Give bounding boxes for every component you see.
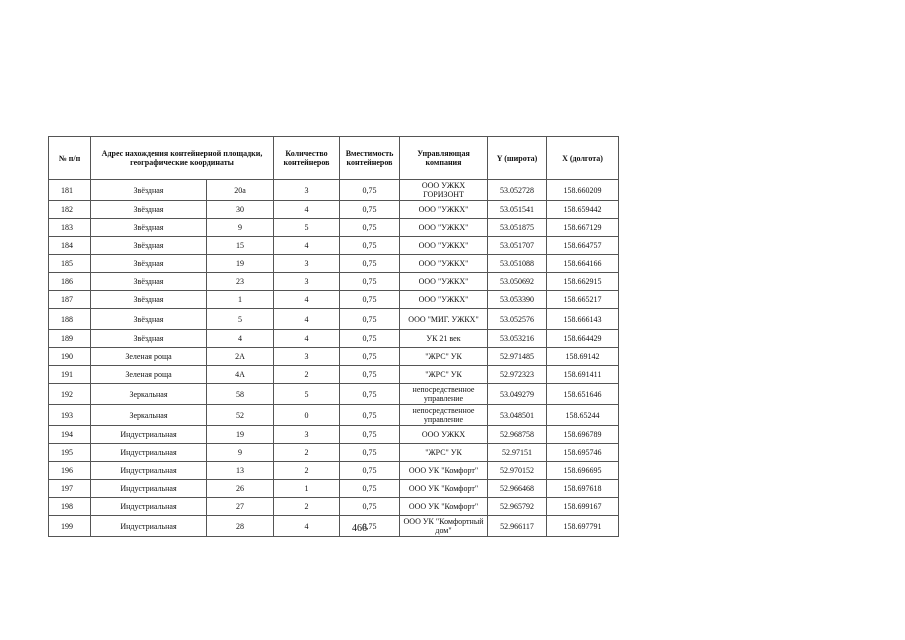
cell-longitude: 158.69142 [547, 348, 619, 366]
cell-street: Звёздная [91, 255, 207, 273]
cell-capacity: 0,75 [340, 348, 400, 366]
cell-count: 3 [274, 180, 340, 201]
cell-street: Звёздная [91, 273, 207, 291]
cell-longitude: 158.667129 [547, 219, 619, 237]
cell-longitude: 158.666143 [547, 309, 619, 330]
cell-house: 13 [207, 462, 274, 480]
cell-house: 19 [207, 255, 274, 273]
table-row [49, 444, 619, 462]
cell-street: Звёздная [91, 330, 207, 348]
cell-num: 197 [49, 480, 91, 498]
cell-street: Зеленая роща [91, 348, 207, 366]
cell-latitude: 52.971485 [488, 348, 547, 366]
cell-company: ООО УЖКХ [400, 426, 488, 444]
cell-capacity: 0,75 [340, 462, 400, 480]
cell-capacity: 0,75 [340, 444, 400, 462]
container-sites-table [48, 136, 619, 537]
cell-latitude: 53.048501 [488, 405, 547, 426]
cell-num: 198 [49, 498, 91, 516]
cell-latitude: 53.051875 [488, 219, 547, 237]
cell-street: Индустриальная [91, 480, 207, 498]
cell-longitude: 158.651646 [547, 384, 619, 405]
cell-count: 4 [274, 237, 340, 255]
cell-latitude: 52.966117 [488, 516, 547, 537]
cell-capacity: 0,75 [340, 291, 400, 309]
cell-house: 4А [207, 366, 274, 384]
cell-company: ООО УК "Комфорт" [400, 462, 488, 480]
table-row [49, 366, 619, 384]
cell-house: 9 [207, 444, 274, 462]
cell-longitude: 158.691411 [547, 366, 619, 384]
cell-num: 196 [49, 462, 91, 480]
cell-street: Индустриальная [91, 462, 207, 480]
table-row [49, 330, 619, 348]
cell-longitude: 158.695746 [547, 444, 619, 462]
cell-latitude: 52.968758 [488, 426, 547, 444]
table-row [49, 291, 619, 309]
table-row [49, 201, 619, 219]
cell-company: непосредственное управление [400, 384, 488, 405]
cell-house: 15 [207, 237, 274, 255]
cell-longitude: 158.696695 [547, 462, 619, 480]
table-row [49, 273, 619, 291]
header-count: Количество контейнеров [274, 137, 340, 180]
table-row [49, 405, 619, 426]
cell-house: 4 [207, 330, 274, 348]
cell-house: 9 [207, 219, 274, 237]
cell-count: 4 [274, 291, 340, 309]
cell-company: ООО "УЖКХ" [400, 201, 488, 219]
cell-longitude: 158.659442 [547, 201, 619, 219]
table-row [49, 480, 619, 498]
cell-street: Звёздная [91, 201, 207, 219]
cell-num: 187 [49, 291, 91, 309]
cell-street: Индустриальная [91, 498, 207, 516]
table-row [49, 384, 619, 405]
cell-capacity: 0,75 [340, 330, 400, 348]
cell-count: 4 [274, 309, 340, 330]
cell-latitude: 52.970152 [488, 462, 547, 480]
cell-capacity: 0,75 [340, 255, 400, 273]
table-row [49, 255, 619, 273]
cell-capacity: 0,75 [340, 426, 400, 444]
cell-num: 186 [49, 273, 91, 291]
cell-capacity: 0,75 [340, 273, 400, 291]
cell-street: Звёздная [91, 309, 207, 330]
cell-company: ООО "УЖКХ" [400, 219, 488, 237]
cell-capacity: 0,75 [340, 219, 400, 237]
cell-street: Звёздная [91, 219, 207, 237]
cell-count: 3 [274, 348, 340, 366]
cell-street: Зеркальная [91, 384, 207, 405]
cell-longitude: 158.664757 [547, 237, 619, 255]
cell-longitude: 158.699167 [547, 498, 619, 516]
cell-capacity: 0,75 [340, 309, 400, 330]
cell-count: 5 [274, 384, 340, 405]
table-row [49, 237, 619, 255]
cell-house: 19 [207, 426, 274, 444]
cell-count: 4 [274, 516, 340, 537]
cell-count: 4 [274, 201, 340, 219]
table-row [49, 309, 619, 330]
cell-longitude: 158.660209 [547, 180, 619, 201]
cell-street: Зеленая роща [91, 366, 207, 384]
cell-num: 193 [49, 405, 91, 426]
cell-num: 192 [49, 384, 91, 405]
cell-count: 2 [274, 444, 340, 462]
table-row [49, 462, 619, 480]
cell-latitude: 52.966468 [488, 480, 547, 498]
cell-company: ООО УК "Комфорт" [400, 498, 488, 516]
table-header-row [49, 137, 619, 180]
cell-longitude: 158.665217 [547, 291, 619, 309]
cell-house: 5 [207, 309, 274, 330]
cell-num: 185 [49, 255, 91, 273]
cell-longitude: 158.697791 [547, 516, 619, 537]
cell-capacity: 0,75 [340, 366, 400, 384]
cell-num: 181 [49, 180, 91, 201]
cell-count: 5 [274, 219, 340, 237]
table-row [49, 426, 619, 444]
cell-latitude: 53.052728 [488, 180, 547, 201]
cell-capacity: 0,75 [340, 498, 400, 516]
cell-num: 199 [49, 516, 91, 537]
cell-latitude: 53.050692 [488, 273, 547, 291]
header-num: № п/п [49, 137, 91, 180]
cell-capacity: 0,75 [340, 480, 400, 498]
cell-company: ООО "УЖКХ" [400, 237, 488, 255]
cell-latitude: 53.053216 [488, 330, 547, 348]
cell-street: Индустриальная [91, 444, 207, 462]
cell-latitude: 53.051707 [488, 237, 547, 255]
cell-count: 2 [274, 366, 340, 384]
cell-company: ООО УЖКХ ГОРИЗОНТ [400, 180, 488, 201]
cell-house: 26 [207, 480, 274, 498]
cell-num: 182 [49, 201, 91, 219]
cell-house: 28 [207, 516, 274, 537]
cell-house: 27 [207, 498, 274, 516]
cell-house: 1 [207, 291, 274, 309]
cell-num: 190 [49, 348, 91, 366]
header-y: Y (широта) [488, 137, 547, 180]
cell-capacity: 0,75 [340, 180, 400, 201]
cell-company: ООО "УЖКХ" [400, 255, 488, 273]
table-row [49, 219, 619, 237]
cell-company: ООО УК "Комфорт" [400, 480, 488, 498]
cell-capacity: 0,75 [340, 384, 400, 405]
cell-latitude: 52.97151 [488, 444, 547, 462]
cell-longitude: 158.664429 [547, 330, 619, 348]
cell-house: 52 [207, 405, 274, 426]
cell-company: непосредственное управление [400, 405, 488, 426]
cell-capacity: 0,75 [340, 405, 400, 426]
cell-longitude: 158.664166 [547, 255, 619, 273]
cell-longitude: 158.696789 [547, 426, 619, 444]
cell-count: 2 [274, 462, 340, 480]
cell-company: ООО УК "Комфортный дом" [400, 516, 488, 537]
cell-num: 189 [49, 330, 91, 348]
cell-latitude: 53.053390 [488, 291, 547, 309]
cell-count: 3 [274, 255, 340, 273]
cell-num: 194 [49, 426, 91, 444]
cell-street: Звёздная [91, 237, 207, 255]
cell-latitude: 53.051088 [488, 255, 547, 273]
cell-num: 183 [49, 219, 91, 237]
header-capacity: Вместимость контейнеров [340, 137, 400, 180]
table-row [49, 348, 619, 366]
table-row [49, 180, 619, 201]
cell-count: 2 [274, 498, 340, 516]
cell-num: 188 [49, 309, 91, 330]
cell-company: "ЖРС" УК [400, 366, 488, 384]
cell-street: Звёздная [91, 180, 207, 201]
cell-house: 58 [207, 384, 274, 405]
cell-latitude: 52.972323 [488, 366, 547, 384]
cell-capacity: 0,75 [340, 201, 400, 219]
table-row [49, 516, 619, 537]
cell-count: 0 [274, 405, 340, 426]
cell-street: Индустриальная [91, 516, 207, 537]
cell-num: 195 [49, 444, 91, 462]
cell-capacity: 0,75 [340, 237, 400, 255]
cell-house: 30 [207, 201, 274, 219]
cell-num: 191 [49, 366, 91, 384]
cell-latitude: 53.052576 [488, 309, 547, 330]
cell-longitude: 158.662915 [547, 273, 619, 291]
cell-company: "ЖРС" УК [400, 444, 488, 462]
cell-longitude: 158.697618 [547, 480, 619, 498]
cell-count: 4 [274, 330, 340, 348]
header-x: X (долгота) [547, 137, 619, 180]
cell-street: Звёздная [91, 291, 207, 309]
cell-latitude: 52.965792 [488, 498, 547, 516]
cell-longitude: 158.65244 [547, 405, 619, 426]
cell-count: 1 [274, 480, 340, 498]
cell-latitude: 53.051541 [488, 201, 547, 219]
cell-company: УК 21 век [400, 330, 488, 348]
cell-house: 20а [207, 180, 274, 201]
header-company: Управляющая компания [400, 137, 488, 180]
cell-count: 3 [274, 273, 340, 291]
cell-house: 2А [207, 348, 274, 366]
cell-company: ООО "УЖКХ" [400, 273, 488, 291]
cell-company: "ЖРС" УК [400, 348, 488, 366]
cell-latitude: 53.049279 [488, 384, 547, 405]
header-address: Адрес нахождения контейнерной площадки, географические координаты [91, 137, 274, 180]
page-number: 466 [352, 523, 367, 534]
cell-company: ООО "УЖКХ" [400, 291, 488, 309]
cell-capacity: 0,75 [340, 516, 400, 537]
cell-street: Зеркальная [91, 405, 207, 426]
table-row [49, 498, 619, 516]
cell-num: 184 [49, 237, 91, 255]
cell-street: Индустриальная [91, 426, 207, 444]
cell-company: ООО "МИГ. УЖКХ" [400, 309, 488, 330]
cell-house: 23 [207, 273, 274, 291]
cell-count: 3 [274, 426, 340, 444]
